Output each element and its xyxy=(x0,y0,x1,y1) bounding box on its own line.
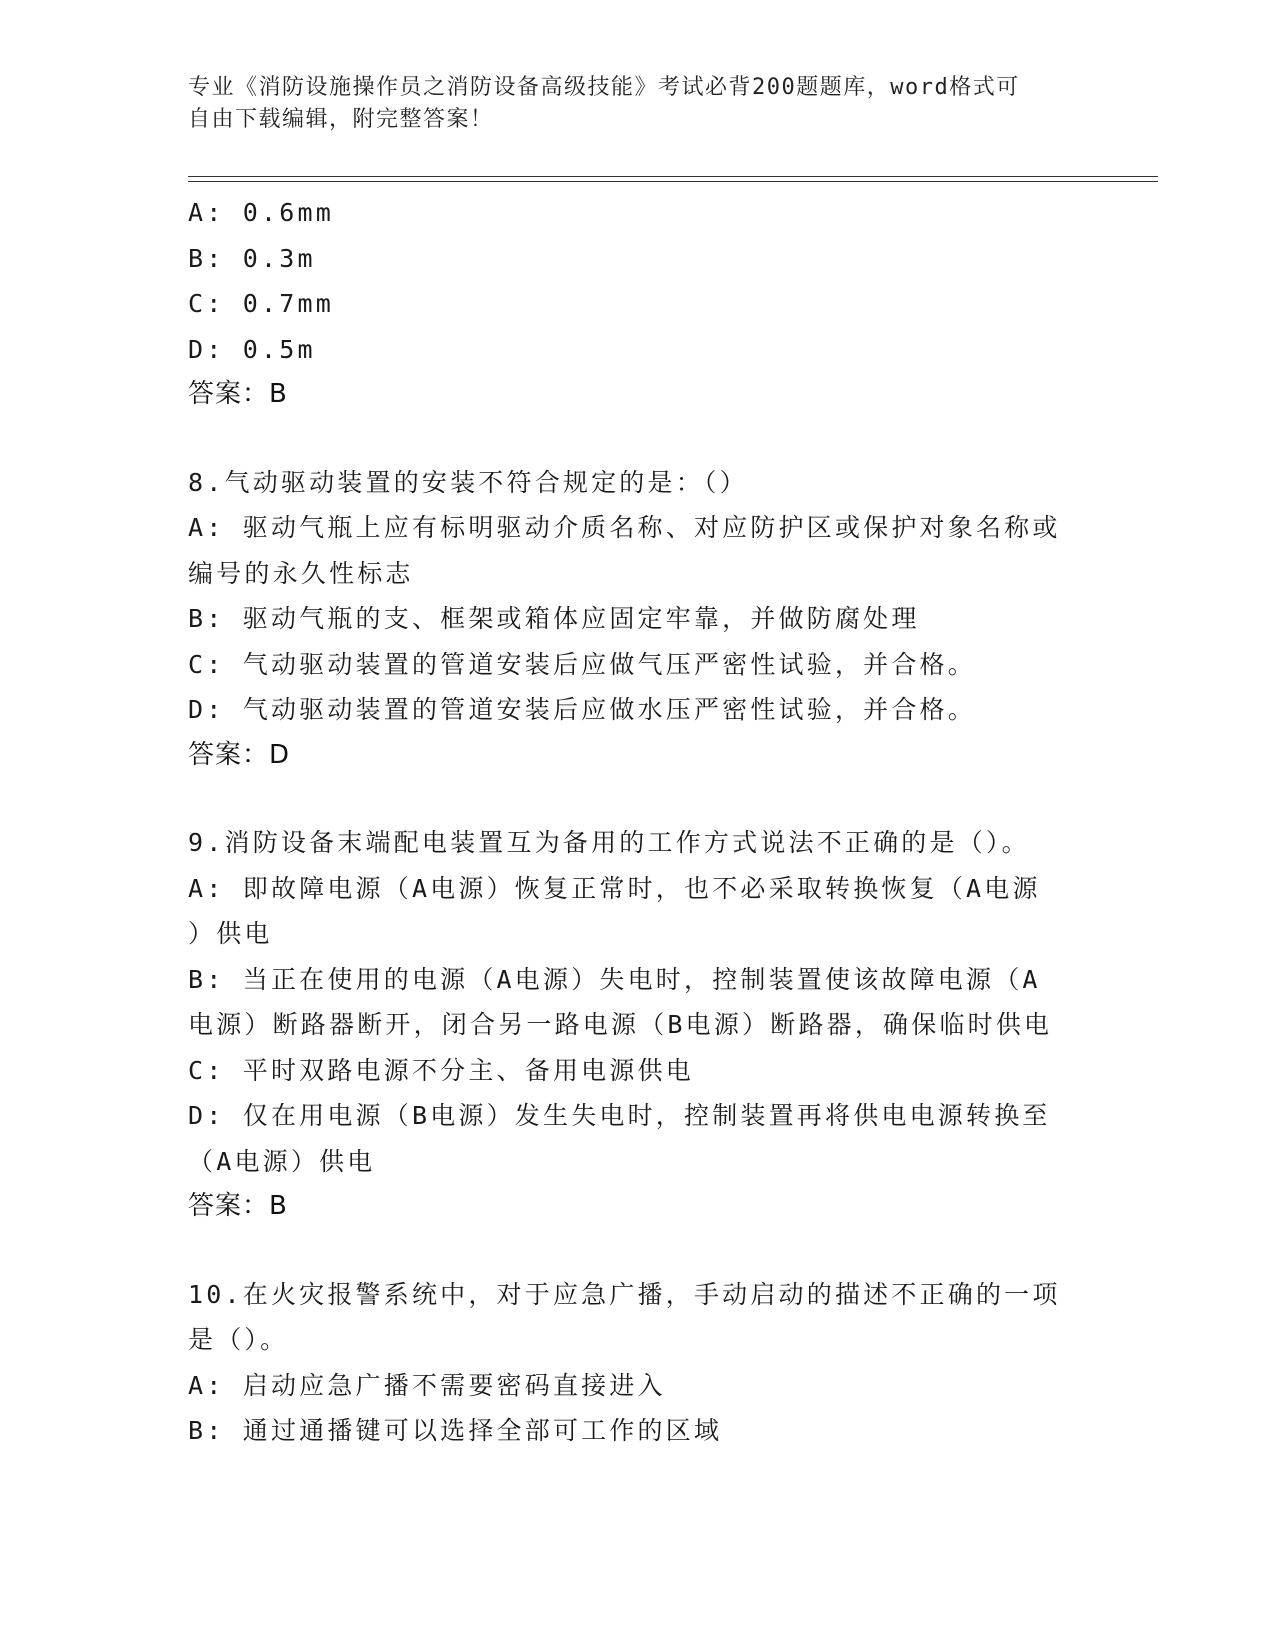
option-a: A: 即故障电源（A电源）恢复正常时，也不必采取转换恢复（A电源 xyxy=(188,873,1041,903)
answer-line: 答案：B xyxy=(188,379,288,409)
option-a-continued: ）供电 xyxy=(188,919,273,948)
answer-line: 答案：B xyxy=(188,1191,288,1221)
option-b: B: 驱动气瓶的支、框架或箱体应固定牢靠，并做防腐处理 xyxy=(188,604,920,633)
option-c: C: 0.7mm xyxy=(188,289,335,318)
question-text: 10.在火灾报警系统中，对于应急广播，手动启动的描述不正确的一项 xyxy=(188,1279,1061,1309)
option-a: A: 0.6mm xyxy=(188,198,335,227)
spacer xyxy=(188,1230,1088,1272)
question-8 xyxy=(188,460,1088,779)
option-d-continued: （A电源）供电 xyxy=(188,1146,376,1176)
option-b: B: 通过通播键可以选择全部可工作的区域 xyxy=(188,1416,723,1445)
option-b-continued: 电源）断路器断开，闭合另一路电源（B电源）断路器，确保临时供电 xyxy=(188,1010,1053,1039)
option-d: D: 0.5m xyxy=(188,334,316,364)
question-text: 9.消防设备末端配电装置互为备用的工作方式说法不正确的是（）。 xyxy=(188,828,1030,857)
header-divider-top xyxy=(188,176,1158,177)
question-9 xyxy=(188,820,1088,1230)
header-title-line-1: 专业《消防设施操作员之消防设备高级技能》考试必背200题题库，word格式可 xyxy=(188,75,1020,100)
header-title-line-2: 自由下载编辑，附完整答案！ xyxy=(188,107,494,132)
answer-line: 答案：D xyxy=(188,739,291,770)
option-d: D: 气动驱动装置的管道安装后应做水压严密性试验，并合格。 xyxy=(188,695,976,724)
question-10 xyxy=(188,1272,1088,1454)
option-c: C: 平时双路电源不分主、备用电源供电 xyxy=(188,1055,694,1085)
option-a: A: 启动应急广播不需要密码直接进入 xyxy=(188,1370,666,1400)
question-text: 8.气动驱动装置的安装不符合规定的是：（） xyxy=(188,467,748,497)
spacer xyxy=(188,778,1088,820)
question-list xyxy=(188,190,1088,1454)
option-a: A: 驱动气瓶上应有标明驱动介质名称、对应防护区或保护对象名称或 xyxy=(188,513,1061,542)
option-b: B: 0.3m xyxy=(188,243,316,273)
question-7 xyxy=(188,190,1088,418)
header-divider-bottom xyxy=(188,181,1158,182)
option-b: B: 当正在使用的电源（A电源）失电时，控制装置使该故障电源（A xyxy=(188,964,1041,994)
option-c: C: 气动驱动装置的管道安装后应做气压严密性试验，并合格。 xyxy=(188,649,976,679)
spacer xyxy=(188,418,1088,460)
option-a-continued: 编号的永久性标志 xyxy=(188,558,414,588)
option-d: D: 仅在用电源（B电源）发生失电时，控制装置再将供电电源转换至 xyxy=(188,1101,1051,1130)
document-header xyxy=(188,72,1068,136)
question-text-continued: 是（）。 xyxy=(188,1325,289,1354)
